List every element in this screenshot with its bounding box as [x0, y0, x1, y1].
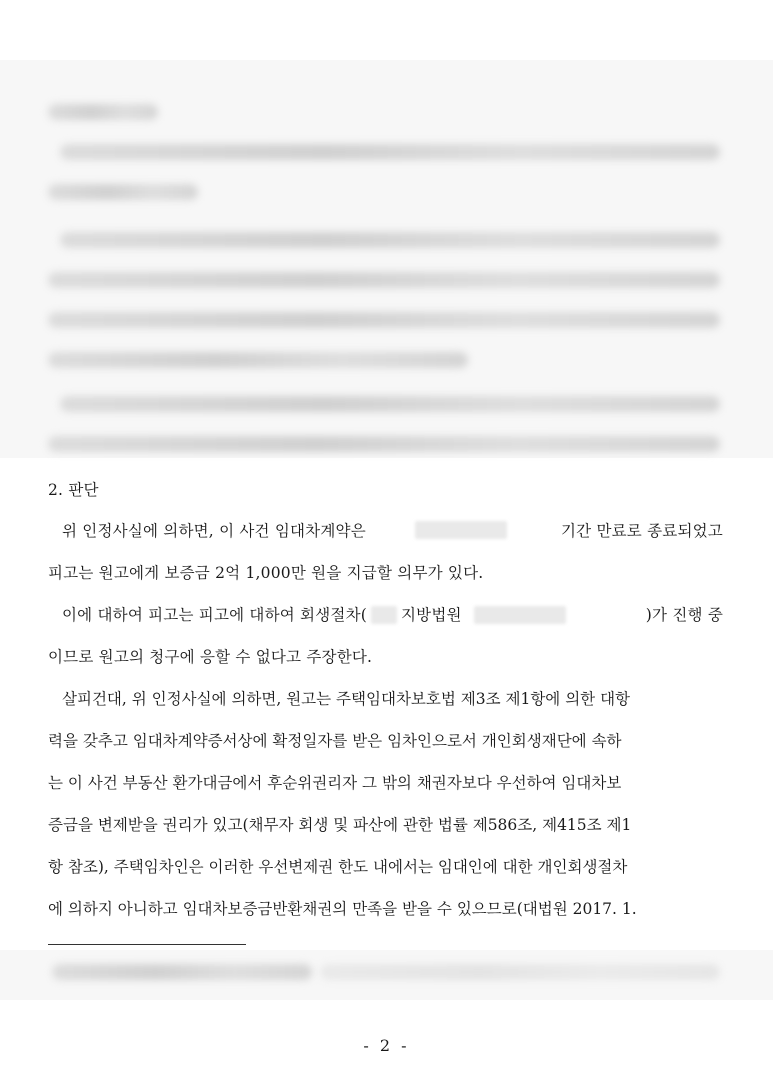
- redacted-line: [60, 232, 720, 248]
- redacted-case-number: [474, 606, 566, 624]
- p1-text-after: 기간 만료로 종료되었고: [560, 522, 723, 540]
- redacted-line: [48, 184, 198, 200]
- redacted-court-region: [371, 606, 397, 624]
- redacted-line: [52, 964, 312, 980]
- redacted-line: [48, 272, 720, 288]
- p1-text-before: 위 인정사실에 의하면, 이 사건 임대차계약은: [62, 522, 366, 540]
- footnote-divider: [48, 944, 246, 945]
- paragraph-3-line-6: 에 의하지 아니하고 임대차보증금반환채권의 만족을 받을 수 있으므로(대법원 2017. 1.: [48, 900, 637, 918]
- section-heading: 2. 판단: [48, 481, 99, 499]
- paragraph-3-line-1: 살피건대, 위 인정사실에 의하면, 원고는 주택임대차보호법 제3조 제1항에 의한 대항: [62, 690, 631, 708]
- p2-text-b: 지방법원: [401, 606, 462, 624]
- redacted-line: [48, 104, 158, 120]
- paragraph-3-line-2: 력을 갖추고 임대차계약증서상에 확정일자를 받은 임차인으로서 개인회생재단에 속하: [48, 732, 622, 750]
- paragraph-3-line-4: 증금을 변제받을 권리가 있고(채무자 회생 및 파산에 관한 법률 제586조, 제415조 제1: [48, 816, 632, 834]
- redacted-line: [48, 436, 720, 452]
- redacted-line: [320, 964, 720, 980]
- redacted-footnote: [0, 950, 773, 1000]
- redacted-line: [60, 144, 720, 160]
- p2-text-a: 이에 대하여 피고는 피고에 대하여 회생절차(: [62, 606, 367, 624]
- paragraph-1-line-2: 피고는 원고에게 보증금 2억 1,000만 원을 지급할 의무가 있다.: [48, 564, 484, 582]
- redacted-line: [60, 396, 720, 412]
- paragraph-3-line-5: 항 참조), 주택임차인은 이러한 우선변제권 한도 내에서는 임대인에 대한 개인회생절차: [48, 858, 628, 876]
- redacted-line: [48, 312, 720, 328]
- paragraph-1-line-1: [62, 521, 723, 541]
- p2-text-c: )가 진행 중: [645, 606, 723, 624]
- paragraph-2-line-2: 이므로 원고의 청구에 응할 수 없다고 주장한다.: [48, 648, 373, 666]
- paragraph-2-line-1: [62, 605, 723, 625]
- redacted-line: [48, 352, 468, 368]
- page-number: - 2 -: [363, 1036, 410, 1055]
- redacted-date: [415, 521, 507, 539]
- paragraph-3-line-3: 는 이 사건 부동산 환가대금에서 후순위권리자 그 밖의 채권자보다 우선하여 임대차보: [48, 774, 622, 792]
- redacted-top-section: [0, 60, 773, 458]
